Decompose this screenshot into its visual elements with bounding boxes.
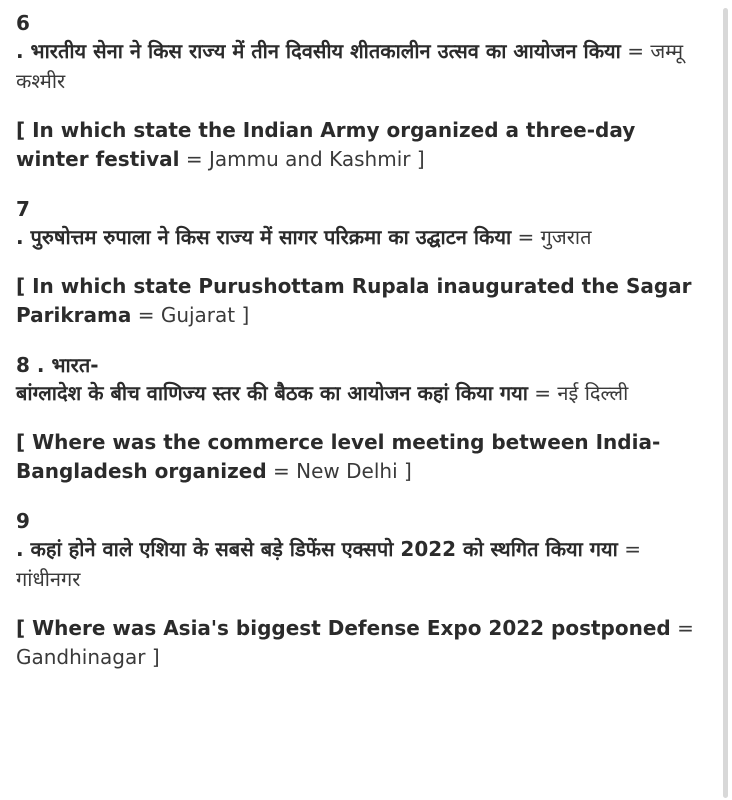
english-question-text: [ In which state Purushottam Rupala inaugurated the Sagar Parikrama: [16, 274, 692, 327]
question-number: 7: [16, 197, 30, 221]
hindi-question: [16, 222, 706, 252]
hindi-question-text: . पुरुषोत्तम रुपाला ने किस राज्य में सागर परिक्रमा का उद्घाटन किया: [16, 225, 512, 249]
english-question-text: [ In which state the Indian Army organized a three-day winter festival: [16, 118, 636, 171]
english-question: [16, 272, 706, 330]
hindi-question-text: . कहां होने वाले एशिया के सबसे बड़े डिफेंस एक्सपो 2022 को स्थगित किया गया: [16, 537, 618, 561]
hindi-question-text: . भारतीय सेना ने किस राज्य में तीन दिवसीय शीतकालीन उत्सव का आयोजन किया: [16, 39, 621, 63]
english-question-text: [ Where was the commerce level meeting between India-Bangladesh organized: [16, 430, 661, 483]
hindi-answer: = गांधीनगर: [16, 537, 641, 591]
question-block-9: [16, 508, 706, 672]
question-block-8: [16, 352, 706, 486]
hindi-answer: = गुजरात: [511, 225, 592, 249]
question-number: 6: [16, 11, 30, 35]
question-number: 8 . भारत-: [16, 353, 99, 377]
english-answer: = New Delhi ]: [266, 459, 412, 483]
question-number: 9: [16, 509, 30, 533]
scrollbar[interactable]: [723, 8, 728, 798]
english-question-text: [ Where was Asia's biggest Defense Expo 2022 postponed: [16, 616, 671, 640]
hindi-answer: = नई दिल्ली: [527, 381, 629, 405]
question-block-6: [16, 10, 706, 174]
hindi-question-text: बांग्लादेश के बीच वाणिज्य स्तर की बैठक का आयोजन कहां किया गया: [16, 381, 528, 405]
hindi-question: [16, 36, 706, 96]
hindi-question: [16, 534, 706, 594]
hindi-question: [16, 378, 706, 408]
english-question: [16, 614, 706, 672]
english-answer: = Jammu and Kashmir ]: [179, 147, 425, 171]
question-block-7: [16, 196, 706, 330]
english-question: [16, 428, 706, 486]
english-answer: = Gandhinagar ]: [16, 616, 694, 669]
quiz-article: [16, 10, 706, 694]
english-answer: = Gujarat ]: [131, 303, 250, 327]
hindi-answer: = जम्मू कश्मीर: [16, 39, 684, 93]
english-question: [16, 116, 706, 174]
